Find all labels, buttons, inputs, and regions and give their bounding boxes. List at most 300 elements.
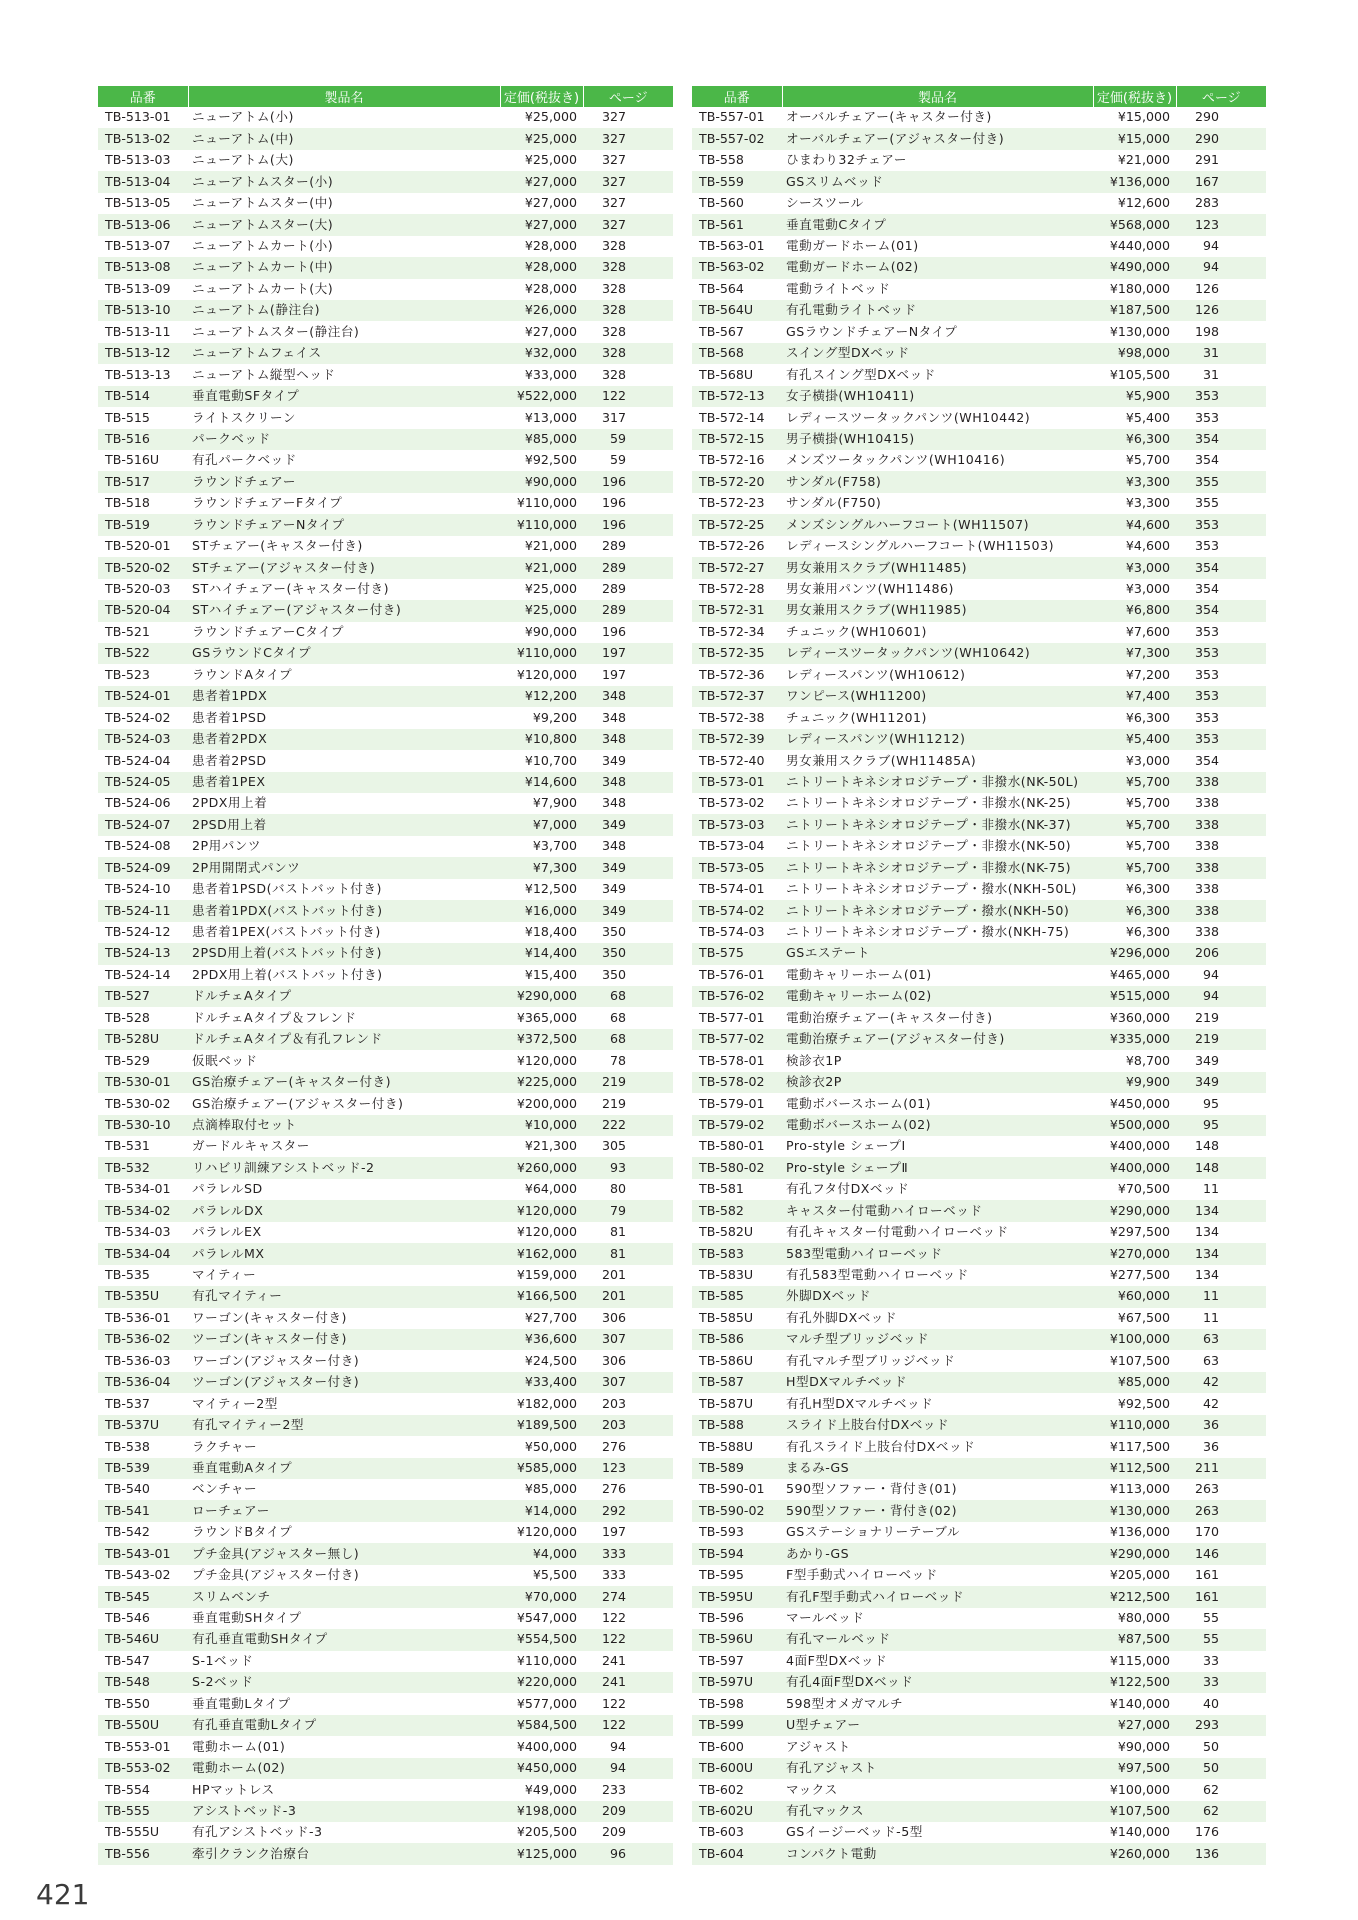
product-name: ニューアトム(中) — [188, 128, 500, 149]
product-code: TB-595U — [692, 1586, 782, 1607]
table-row — [692, 1415, 1266, 1436]
catalog-page: 350 — [601, 924, 626, 940]
product-code: TB-572-25 — [692, 514, 782, 535]
catalog-page: 353 — [1176, 386, 1266, 407]
table-row — [98, 1093, 673, 1114]
catalog-page: 349 — [601, 752, 626, 768]
table-row — [98, 1050, 673, 1071]
table-row — [692, 493, 1266, 514]
product-price: ¥3,000 — [1093, 557, 1176, 578]
table-row — [98, 236, 673, 257]
product-code: TB-542 — [105, 1524, 150, 1540]
product-code: TB-540 — [105, 1481, 150, 1497]
catalog-page: 333 — [601, 1567, 626, 1583]
table-row — [98, 1436, 673, 1457]
product-name: 電動ガードホーム(02) — [782, 257, 1093, 278]
table-row — [692, 814, 1266, 835]
table-row — [692, 900, 1266, 921]
catalog-page: 219 — [1194, 1009, 1219, 1025]
catalog-page: 161 — [1176, 1586, 1266, 1607]
product-name: オーバルチェアー(アジャスター付き) — [782, 128, 1093, 149]
product-code: TB-557-01 — [699, 109, 765, 125]
product-price: ¥10,000 — [500, 1115, 583, 1136]
product-name: GS治療チェアー(キャスター付き) — [188, 1072, 500, 1093]
table-row — [692, 1522, 1266, 1543]
product-name: 電動ライトベッド — [786, 280, 891, 296]
product-name: 有孔マイティー2型 — [188, 1415, 500, 1436]
product-name: STチェアー(キャスター付き) — [192, 538, 363, 554]
product-name: ラウンドチェアーNタイプ — [188, 514, 500, 535]
product-price: ¥27,000 — [1093, 1715, 1176, 1736]
catalog-page: 353 — [1176, 729, 1266, 750]
product-code: TB-520-04 — [98, 600, 188, 621]
product-code: TB-572-38 — [699, 709, 765, 725]
product-name: 男子横掛(WH10415) — [782, 429, 1093, 450]
product-name: ワーゴン(キャスター付き) — [192, 1309, 347, 1325]
table-row — [692, 343, 1266, 364]
table-row — [98, 1415, 673, 1436]
product-name: ラクチャー — [192, 1438, 258, 1454]
product-price: ¥5,700 — [1125, 452, 1170, 468]
catalog-page: 327 — [583, 171, 673, 192]
product-code: TB-572-14 — [699, 409, 765, 425]
product-code: TB-536-04 — [98, 1372, 188, 1393]
product-name: ニトリートキネシオロジテープ・非撥水(NK-25) — [786, 795, 1072, 811]
product-price: ¥5,900 — [1093, 386, 1176, 407]
product-price: ¥12,200 — [500, 686, 583, 707]
product-name: スイング型DXベッド — [782, 343, 1093, 364]
catalog-page: 78 — [609, 1052, 626, 1068]
product-price: ¥290,000 — [1093, 1200, 1176, 1221]
product-code: TB-581 — [699, 1181, 744, 1197]
table-row — [692, 1565, 1266, 1586]
product-code: TB-537U — [98, 1415, 188, 1436]
table-row — [692, 128, 1266, 149]
product-code: TB-524-02 — [105, 709, 171, 725]
product-price: ¥64,000 — [524, 1181, 577, 1197]
catalog-page: 338 — [1194, 795, 1219, 811]
catalog-page: 289 — [601, 538, 626, 554]
catalog-page: 81 — [583, 1243, 673, 1264]
table-row — [692, 107, 1266, 128]
product-code: TB-563-01 — [699, 238, 765, 254]
product-price: ¥554,500 — [500, 1629, 583, 1650]
product-code: TB-520-01 — [105, 538, 171, 554]
product-code: TB-596 — [699, 1610, 744, 1626]
table-row — [98, 536, 673, 557]
product-price: ¥577,000 — [516, 1695, 577, 1711]
catalog-page: 274 — [583, 1586, 673, 1607]
table-row — [98, 493, 673, 514]
product-name: プチ金具(アジャスター無し) — [188, 1543, 500, 1564]
product-name: 有孔外脚DXベッド — [786, 1309, 897, 1325]
product-name: 電動治療チェアー(キャスター付き) — [786, 1009, 993, 1025]
catalog-page: 263 — [1194, 1481, 1219, 1497]
table-row — [692, 1115, 1266, 1136]
table-row — [98, 1308, 673, 1329]
product-price: ¥270,000 — [1093, 1243, 1176, 1264]
product-code: TB-572-27 — [692, 557, 782, 578]
product-price: ¥7,900 — [532, 795, 577, 811]
table-row — [692, 1693, 1266, 1714]
product-price: ¥12,600 — [1117, 195, 1170, 211]
catalog-page: 176 — [1194, 1824, 1219, 1840]
product-price: ¥3,300 — [1125, 495, 1170, 511]
product-code: TB-578-01 — [699, 1052, 765, 1068]
table-row — [98, 1179, 673, 1200]
catalog-page: 338 — [1194, 881, 1219, 897]
catalog-page: 338 — [1176, 814, 1266, 835]
catalog-page: 196 — [583, 514, 673, 535]
product-price: ¥16,000 — [500, 900, 583, 921]
product-code: TB-561 — [692, 214, 782, 235]
product-price: ¥14,600 — [500, 772, 583, 793]
table-row — [692, 557, 1266, 578]
table-row — [98, 300, 673, 321]
product-name: GSラウンドCタイプ — [188, 643, 500, 664]
catalog-page: 348 — [601, 709, 626, 725]
catalog-page: 241 — [583, 1672, 673, 1693]
product-name: ひまわり32チェアー — [786, 152, 908, 168]
product-price: ¥200,000 — [516, 1095, 577, 1111]
product-name: 男女兼用スクラブ(WH11985) — [782, 600, 1093, 621]
catalog-page: 293 — [1176, 1715, 1266, 1736]
product-price: ¥3,000 — [1125, 752, 1170, 768]
product-price: ¥7,600 — [1125, 623, 1170, 639]
product-name: 有孔H型DXマルチベッド — [786, 1395, 934, 1411]
product-name: 有孔垂直電動Lタイプ — [188, 1715, 500, 1736]
table-row — [98, 1007, 673, 1028]
table-row — [98, 429, 673, 450]
product-price: ¥3,300 — [1093, 471, 1176, 492]
table-row — [98, 1843, 673, 1864]
catalog-page: 122 — [583, 1715, 673, 1736]
catalog-page: 283 — [1194, 195, 1219, 211]
catalog-page: 134 — [1194, 1224, 1219, 1240]
catalog-page: 81 — [609, 1224, 626, 1240]
table-row — [692, 1715, 1266, 1736]
catalog-page: 355 — [1176, 471, 1266, 492]
catalog-page: 338 — [1194, 924, 1219, 940]
product-price: ¥105,500 — [1109, 366, 1170, 382]
product-price: ¥159,000 — [516, 1267, 577, 1283]
product-name: サンダル(F750) — [786, 495, 882, 511]
table-row — [98, 1222, 673, 1243]
product-price: ¥9,200 — [532, 709, 577, 725]
table-row — [98, 600, 673, 621]
catalog-page: 36 — [1202, 1438, 1219, 1454]
product-name: マックス — [786, 1781, 838, 1797]
catalog-page: 290 — [1176, 128, 1266, 149]
catalog-page: 307 — [583, 1372, 673, 1393]
product-code: TB-572-40 — [699, 752, 765, 768]
product-name: 2PSD用上着(バストバット付き) — [188, 943, 500, 964]
catalog-page: 197 — [601, 1524, 626, 1540]
product-price: ¥120,000 — [516, 1052, 577, 1068]
product-name: ベンチャー — [192, 1481, 258, 1497]
product-price: ¥27,000 — [524, 195, 577, 211]
catalog-page: 209 — [583, 1801, 673, 1822]
catalog-page: 170 — [1194, 1524, 1219, 1540]
product-name: アシストベッド-3 — [188, 1801, 500, 1822]
table-row — [692, 471, 1266, 492]
product-price: ¥12,500 — [524, 881, 577, 897]
catalog-page: 355 — [1194, 495, 1219, 511]
product-price: ¥7,200 — [1125, 666, 1170, 682]
table-row — [98, 1565, 673, 1586]
table-row — [692, 386, 1266, 407]
product-price: ¥110,000 — [1093, 1415, 1176, 1436]
table-row — [692, 1372, 1266, 1393]
product-price: ¥4,000 — [500, 1543, 583, 1564]
header-page: ページ — [1176, 86, 1266, 107]
catalog-page: 206 — [1176, 943, 1266, 964]
catalog-page: 327 — [601, 195, 626, 211]
product-price: ¥25,000 — [524, 581, 577, 597]
table-row — [98, 1822, 673, 1843]
product-code: TB-538 — [105, 1438, 150, 1454]
product-name: 電動ホーム(01) — [192, 1738, 286, 1754]
product-price: ¥277,500 — [1109, 1267, 1170, 1283]
product-code: TB-535U — [98, 1286, 188, 1307]
product-code: TB-572-36 — [699, 666, 765, 682]
product-code: TB-513-03 — [105, 152, 171, 168]
product-code: TB-513-08 — [98, 257, 188, 278]
product-name: F型手動式ハイローベッド — [786, 1567, 938, 1583]
product-price: ¥450,000 — [1109, 1095, 1170, 1111]
product-name: S-2ベッド — [188, 1672, 500, 1693]
table-row — [692, 1779, 1266, 1800]
product-price: ¥110,000 — [516, 1652, 577, 1668]
product-code: TB-572-15 — [692, 429, 782, 450]
product-name: H型DXマルチベッド — [782, 1372, 1093, 1393]
header-price: 定価(税抜き) — [500, 86, 583, 107]
product-code: TB-572-37 — [692, 686, 782, 707]
product-price: ¥27,000 — [500, 171, 583, 192]
table-row — [692, 986, 1266, 1007]
table-row — [98, 1500, 673, 1521]
catalog-page: 348 — [583, 686, 673, 707]
product-price: ¥205,000 — [1109, 1567, 1170, 1583]
product-code: TB-539 — [98, 1458, 188, 1479]
product-name: パラレルSD — [192, 1181, 263, 1197]
product-name: 有孔電動ライトベッド — [782, 300, 1093, 321]
product-name: 2PSD用上着 — [188, 814, 500, 835]
product-name: STチェアー(アジャスター付き) — [188, 557, 500, 578]
table-row — [98, 579, 673, 600]
product-code: TB-572-23 — [699, 495, 765, 511]
catalog-page: 354 — [1194, 752, 1219, 768]
catalog-page: 80 — [609, 1181, 626, 1197]
product-name: 男女兼用スクラブ(WH11485A) — [786, 752, 977, 768]
catalog-page: 68 — [609, 1009, 626, 1025]
product-price: ¥107,500 — [1093, 1801, 1176, 1822]
product-price: ¥14,400 — [500, 943, 583, 964]
product-code: TB-580-02 — [692, 1157, 782, 1178]
product-price: ¥92,500 — [524, 452, 577, 468]
catalog-page: 59 — [609, 452, 626, 468]
product-price: ¥27,000 — [524, 323, 577, 339]
table-row — [692, 879, 1266, 900]
product-code: TB-543-02 — [105, 1567, 171, 1583]
product-name: ニトリートキネシオロジテープ・非撥水(NK-37) — [782, 814, 1093, 835]
product-name: GS治療チェアー(アジャスター付き) — [192, 1095, 404, 1111]
table-row — [692, 1286, 1266, 1307]
table-row — [692, 965, 1266, 986]
catalog-page: 68 — [583, 986, 673, 1007]
table-row — [98, 1758, 673, 1779]
product-price: ¥212,500 — [1093, 1586, 1176, 1607]
product-code: TB-572-26 — [699, 538, 765, 554]
product-code: TB-590-01 — [699, 1481, 765, 1497]
catalog-page: 338 — [1194, 838, 1219, 854]
product-price: ¥140,000 — [1109, 1824, 1170, 1840]
product-price: ¥130,000 — [1109, 323, 1170, 339]
product-name: ドルチェAタイプ＆有孔フレンド — [188, 1029, 500, 1050]
product-name: ニューアトムフェイス — [188, 343, 500, 364]
table-row — [692, 257, 1266, 278]
table-row — [98, 900, 673, 921]
product-code: TB-514 — [98, 386, 188, 407]
table-row — [98, 836, 673, 857]
product-price: ¥162,000 — [500, 1243, 583, 1264]
table-row — [98, 171, 673, 192]
table-row — [98, 772, 673, 793]
product-code: TB-513-01 — [105, 109, 171, 125]
catalog-page: 353 — [1176, 686, 1266, 707]
header-code: 品番 — [98, 86, 188, 107]
product-code: TB-523 — [105, 666, 150, 682]
table-row — [692, 407, 1266, 428]
product-code: TB-572-35 — [692, 643, 782, 664]
product-code: TB-536-03 — [105, 1352, 171, 1368]
product-code: TB-547 — [105, 1652, 150, 1668]
catalog-page: 201 — [583, 1286, 673, 1307]
product-name: 2P用パンツ — [192, 838, 261, 854]
table-row — [98, 793, 673, 814]
catalog-page: 353 — [1194, 709, 1219, 725]
product-name: パラレルDX — [188, 1200, 500, 1221]
header-price: 定価(税抜き) — [1093, 86, 1176, 107]
table-row — [692, 1222, 1266, 1243]
product-code: TB-557-02 — [692, 128, 782, 149]
product-price: ¥6,300 — [1125, 709, 1170, 725]
catalog-page: 196 — [583, 471, 673, 492]
table-row — [98, 1586, 673, 1607]
catalog-page: 201 — [601, 1267, 626, 1283]
catalog-page: 94 — [1202, 238, 1219, 254]
catalog-page: 161 — [1194, 1567, 1219, 1583]
catalog-page: 126 — [1194, 280, 1219, 296]
product-price: ¥21,000 — [524, 538, 577, 554]
product-name: 患者着2PSD — [192, 752, 267, 768]
price-table-right — [692, 86, 1266, 1865]
catalog-page: 348 — [583, 772, 673, 793]
product-name: チュニック(WH10601) — [786, 623, 927, 639]
table-row — [692, 643, 1266, 664]
product-name: 点滴棒取付セット — [188, 1115, 500, 1136]
product-code: TB-524-08 — [105, 838, 171, 854]
catalog-page: 198 — [1194, 323, 1219, 339]
product-name: スライド上肢台付DXベッド — [782, 1415, 1093, 1436]
table-row — [692, 171, 1266, 192]
catalog-page: 338 — [1176, 900, 1266, 921]
product-code: TB-517 — [98, 471, 188, 492]
catalog-page: 203 — [601, 1395, 626, 1411]
catalog-page: 354 — [1176, 429, 1266, 450]
product-price: ¥290,000 — [500, 986, 583, 1007]
product-price: ¥112,500 — [1093, 1458, 1176, 1479]
product-code: TB-585U — [699, 1309, 754, 1325]
catalog-page: 349 — [1176, 1072, 1266, 1093]
table-row — [692, 150, 1266, 171]
product-name: 牽引クランク治療台 — [188, 1843, 500, 1864]
product-code: TB-550U — [98, 1715, 188, 1736]
product-price: ¥198,000 — [500, 1801, 583, 1822]
table-row — [692, 193, 1266, 214]
table-row — [692, 1436, 1266, 1457]
table-row — [692, 450, 1266, 471]
table-row — [692, 922, 1266, 943]
table-row — [98, 965, 673, 986]
product-name: 電動キャリーホーム(02) — [782, 986, 1093, 1007]
product-price: ¥136,000 — [1109, 1524, 1170, 1540]
catalog-page: 148 — [1176, 1157, 1266, 1178]
table-row — [692, 686, 1266, 707]
product-code: TB-527 — [98, 986, 188, 1007]
product-code: TB-513-13 — [105, 366, 171, 382]
product-code: TB-546U — [98, 1629, 188, 1650]
catalog-page: 348 — [583, 729, 673, 750]
table-row — [98, 471, 673, 492]
product-price: ¥33,400 — [500, 1372, 583, 1393]
catalog-page: 11 — [1202, 1181, 1219, 1197]
product-name: スリムベンチ — [188, 1586, 500, 1607]
product-price: ¥28,000 — [524, 238, 577, 254]
table-row — [98, 1029, 673, 1050]
product-code: TB-563-02 — [692, 257, 782, 278]
catalog-page: 289 — [583, 557, 673, 578]
product-price: ¥90,000 — [500, 471, 583, 492]
product-name: 590型ソファー・背付き(01) — [786, 1481, 957, 1497]
product-name: ラウンドチェアーFタイプ — [192, 495, 343, 511]
product-code: TB-586 — [692, 1329, 782, 1350]
product-name: 仮眠ベッド — [192, 1052, 258, 1068]
product-name: 垂直電動SHタイプ — [192, 1610, 302, 1626]
product-price: ¥4,600 — [1093, 514, 1176, 535]
catalog-page: 328 — [601, 366, 626, 382]
product-code: TB-524-14 — [105, 966, 171, 982]
table-row — [692, 1543, 1266, 1564]
product-code: TB-572-31 — [692, 600, 782, 621]
product-price: ¥85,000 — [1093, 1372, 1176, 1393]
product-price: ¥107,500 — [1109, 1352, 1170, 1368]
catalog-page: 50 — [1202, 1738, 1219, 1754]
table-row — [98, 857, 673, 878]
catalog-page: 63 — [1202, 1352, 1219, 1368]
product-price: ¥187,500 — [1093, 300, 1176, 321]
product-price: ¥3,700 — [532, 838, 577, 854]
product-price: ¥18,400 — [524, 924, 577, 940]
product-name: HPマットレス — [192, 1781, 275, 1797]
product-code: TB-576-02 — [692, 986, 782, 1007]
product-code: TB-568 — [692, 343, 782, 364]
product-code: TB-541 — [98, 1500, 188, 1521]
product-price: ¥3,000 — [1125, 581, 1170, 597]
product-code: TB-529 — [105, 1052, 150, 1068]
table-row — [692, 1801, 1266, 1822]
table-row — [692, 236, 1266, 257]
